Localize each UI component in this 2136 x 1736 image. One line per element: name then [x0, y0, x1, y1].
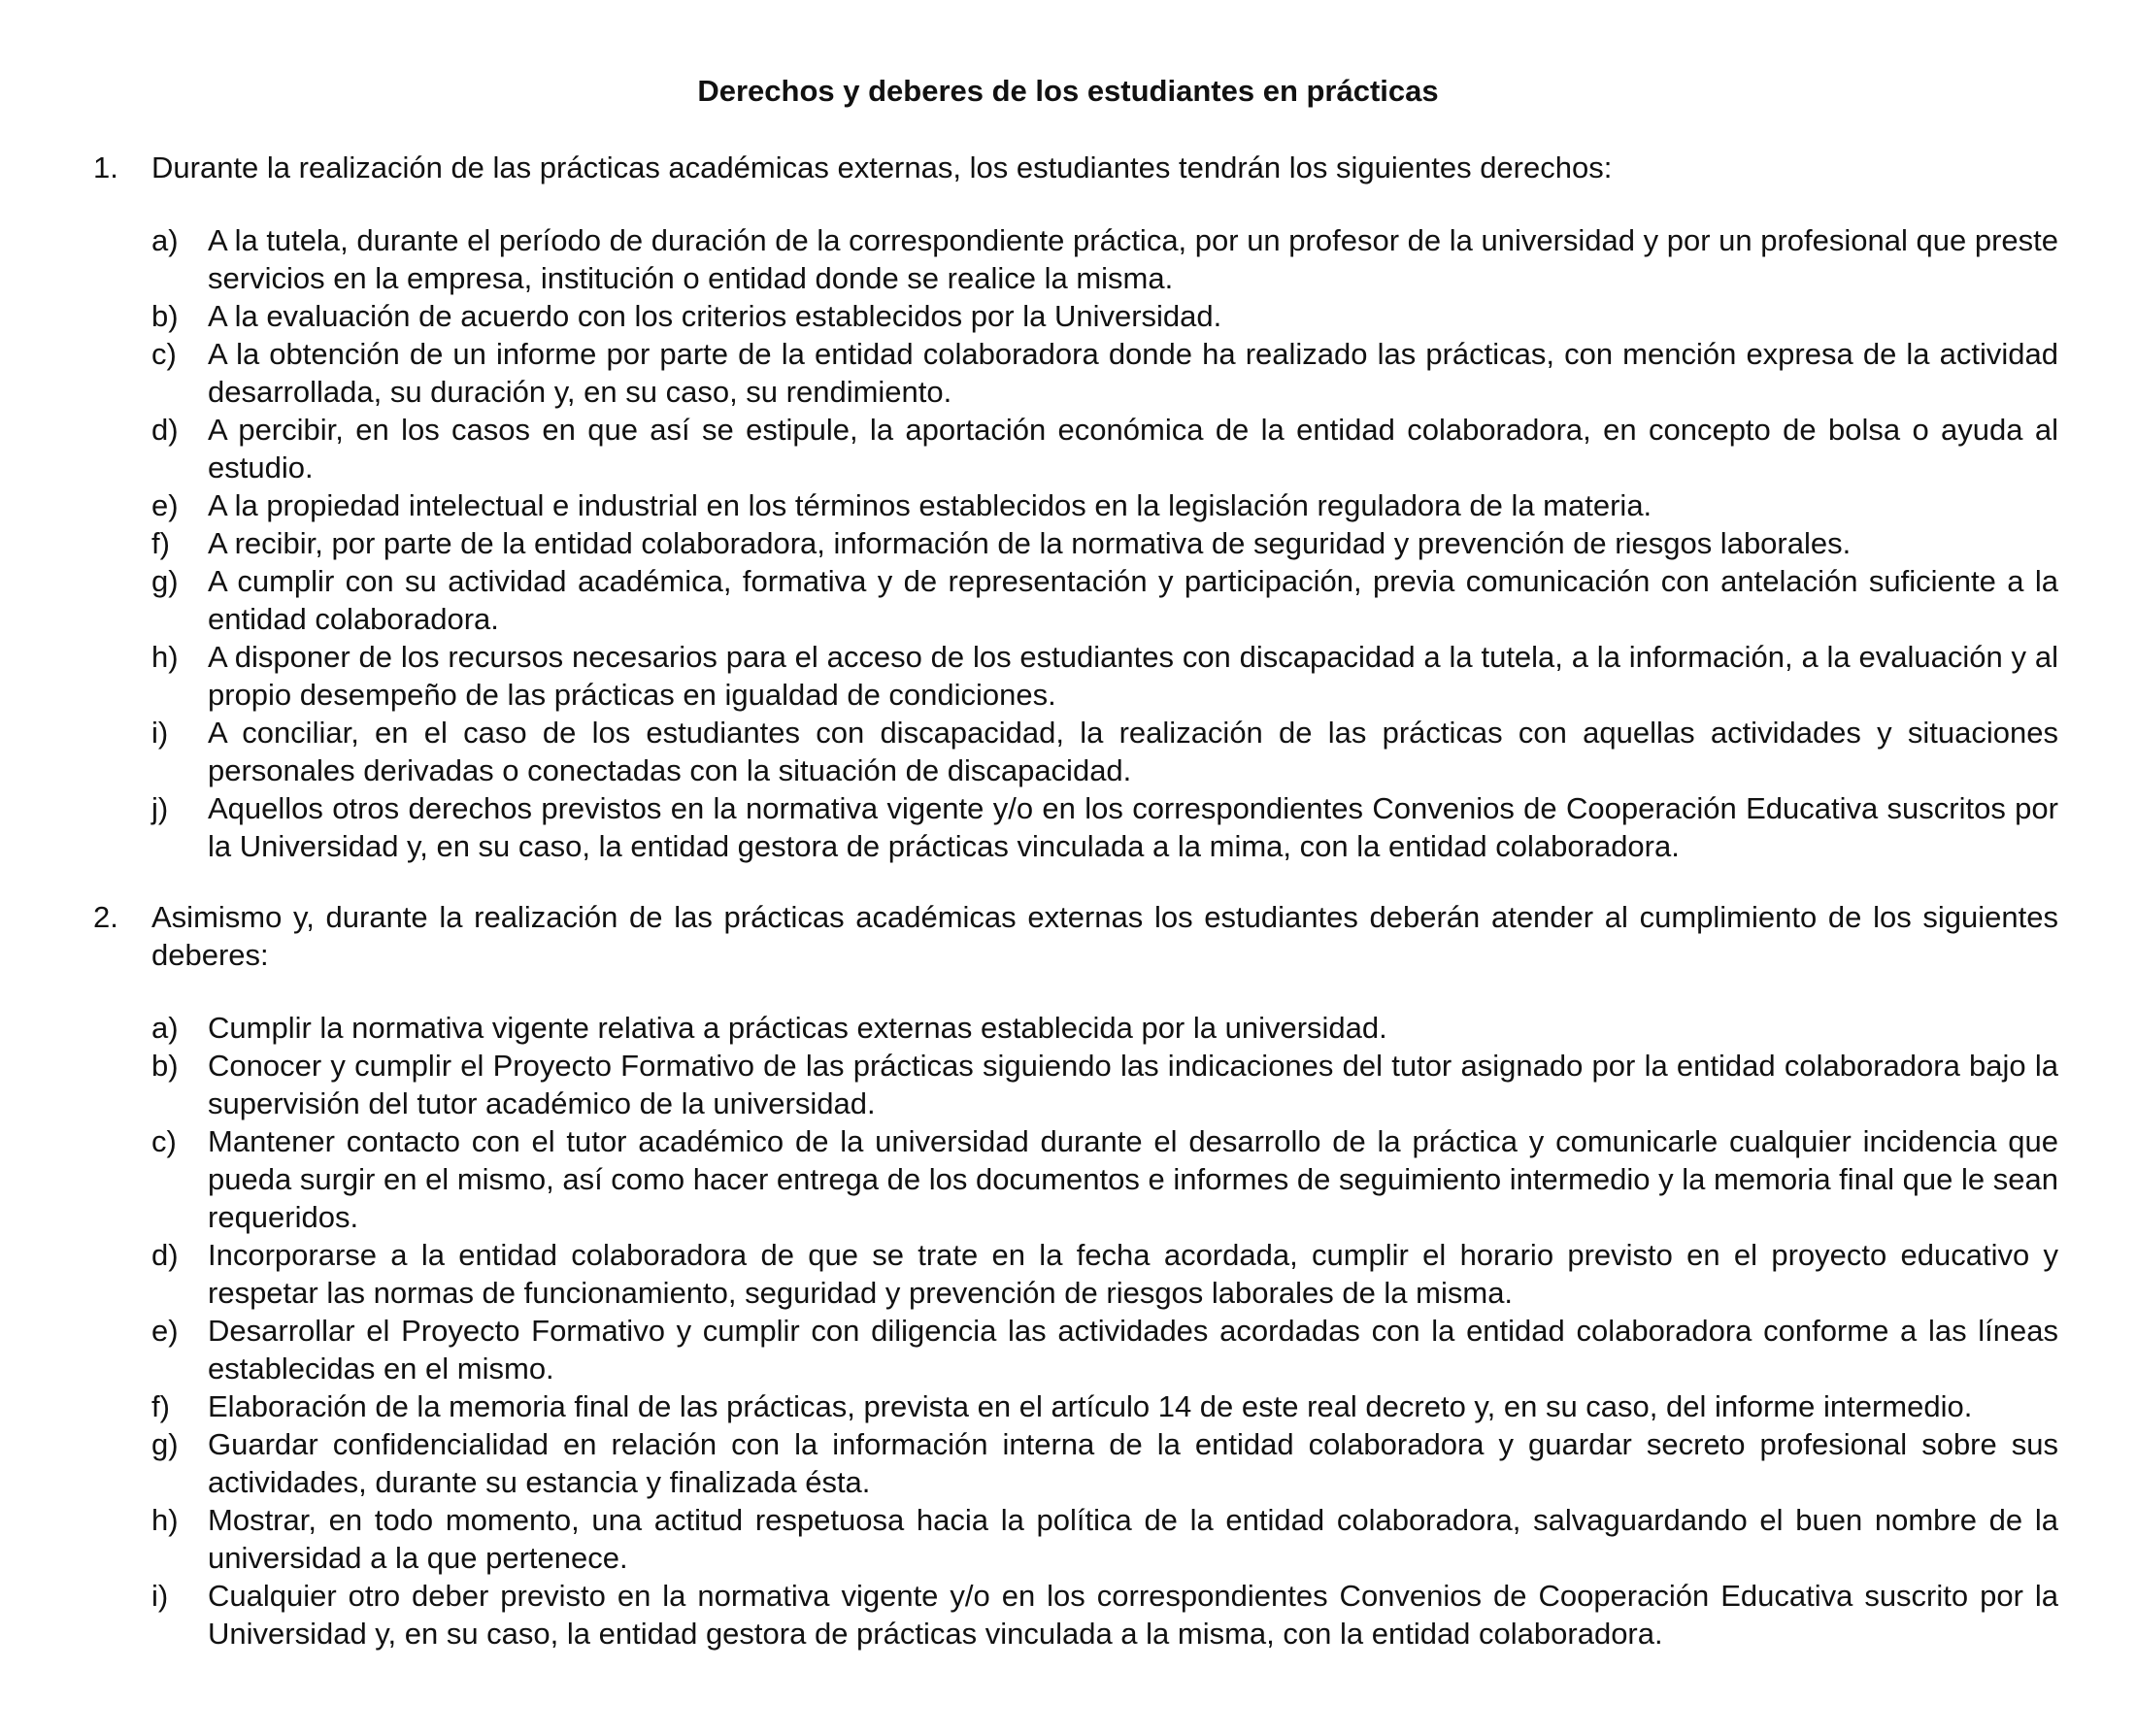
list-item: [93, 1387, 2058, 1425]
section-number: 1.: [93, 150, 118, 184]
list-item: [93, 1122, 2058, 1236]
list-item: [93, 1047, 2058, 1122]
item-letter: a): [151, 1011, 179, 1045]
item-letter: i): [151, 1579, 169, 1613]
item-letter: f): [151, 1389, 170, 1423]
list-item: [93, 486, 2058, 524]
item-text: A la propiedad intelectual e industrial en los términos establecidos en la legislación reguladora de la materia.: [208, 488, 1652, 522]
section-duties: [93, 898, 2058, 1653]
section-number: 2.: [93, 900, 118, 934]
item-letter: a): [151, 223, 179, 257]
list-item: [93, 297, 2058, 335]
item-text: Elaboración de la memoria final de las prácticas, prevista en el artículo 14 de este real decreto y, en su caso, del informe intermedio.: [208, 1389, 1973, 1423]
item-letter: d): [151, 1238, 179, 1272]
item-letter: f): [151, 526, 170, 560]
item-letter: h): [151, 1503, 179, 1537]
list-item: [93, 524, 2058, 562]
item-text: A percibir, en los casos en que así se estipule, la aportación económica de la entidad colaboradora, en concepto de bolsa o ayuda al estudio.: [208, 413, 2058, 484]
item-letter: h): [151, 640, 179, 674]
item-letter: i): [151, 716, 169, 750]
item-letter: b): [151, 299, 179, 333]
section-intro: Asimismo y, durante la realización de las prácticas académicas externas los estudiantes deberán atender al cumplimiento de los siguientes deberes:: [151, 900, 2058, 972]
section-intro: Durante la realización de las prácticas académicas externas, los estudiantes tendrán los siguientes derechos:: [151, 150, 1613, 184]
section-heading: [93, 149, 2058, 186]
rights-list: [93, 221, 2058, 865]
item-text: A la evaluación de acuerdo con los criterios establecidos por la Universidad.: [208, 299, 1222, 333]
item-letter: g): [151, 564, 179, 598]
item-letter: c): [151, 337, 177, 371]
item-text: A conciliar, en el caso de los estudiantes con discapacidad, la realización de las prácticas con aquellas actividades y situaciones personales derivadas o conectadas con la situación de discapacidad.: [208, 716, 2058, 787]
item-letter: b): [151, 1049, 179, 1083]
page-title: Derechos y deberes de los estudiantes en prácticas: [697, 74, 1439, 108]
list-item: [93, 1312, 2058, 1387]
item-text: Guardar confidencialidad en relación con la información interna de la entidad colaboradora y guardar secreto profesional sobre sus actividades, durante su estancia y finalizada ésta.: [208, 1427, 2058, 1499]
item-text: A cumplir con su actividad académica, formativa y de representación y participación, previa comunicación con antelación suficiente a la entidad colaboradora.: [208, 564, 2058, 636]
list-item: [93, 562, 2058, 638]
item-letter: e): [151, 488, 179, 522]
item-text: A recibir, por parte de la entidad colaboradora, información de la normativa de seguridad y prevención de riesgos laborales.: [208, 526, 1852, 560]
list-item: [93, 335, 2058, 411]
list-item: [93, 789, 2058, 865]
list-item: [93, 1009, 2058, 1047]
item-letter: e): [151, 1314, 179, 1348]
duties-list: [93, 1009, 2058, 1653]
list-item: [93, 714, 2058, 789]
item-text: Mostrar, en todo momento, una actitud respetuosa hacia la política de la entidad colaboradora, salvaguardando el buen nombre de la universidad a la que pertenece.: [208, 1503, 2058, 1575]
item-letter: d): [151, 413, 179, 447]
item-letter: j): [151, 791, 169, 825]
list-item: [93, 1236, 2058, 1312]
item-letter: g): [151, 1427, 179, 1461]
list-item: [93, 1425, 2058, 1501]
item-text: Cumplir la normativa vigente relativa a prácticas externas establecida por la universidad.: [208, 1011, 1387, 1045]
item-letter: c): [151, 1124, 177, 1158]
list-item: [93, 1577, 2058, 1653]
section-rights: [93, 149, 2058, 865]
item-text: Conocer y cumplir el Proyecto Formativo de las prácticas siguiendo las indicaciones del tutor asignado por la entidad colaboradora bajo la supervisión del tutor académico de la universidad.: [208, 1049, 2058, 1120]
item-text: Cualquier otro deber previsto en la normativa vigente y/o en los correspondientes Convenios de Cooperación Educativa suscrito por la Universidad y, en su caso, la entidad gestora de prácticas vinculada a la misma, con la entidad colaboradora.: [208, 1579, 2058, 1651]
list-item: [93, 221, 2058, 297]
section-heading: [93, 898, 2058, 974]
list-item: [93, 411, 2058, 486]
item-text: Desarrollar el Proyecto Formativo y cumplir con diligencia las actividades acordadas con la entidad colaboradora conforme a las líneas establecidas en el mismo.: [208, 1314, 2058, 1385]
item-text: Aquellos otros derechos previstos en la normativa vigente y/o en los correspondientes Convenios de Cooperación Educativa suscritos por la Universidad y, en su caso, la entidad gestora de prácticas vinculada a la mima, con la entidad colaboradora.: [208, 791, 2058, 863]
list-item: [93, 638, 2058, 714]
item-text: A disponer de los recursos necesarios para el acceso de los estudiantes con discapacidad a la tutela, a la información, a la evaluación y al propio desempeño de las prácticas en igualdad de condiciones.: [208, 640, 2058, 712]
item-text: Mantener contacto con el tutor académico de la universidad durante el desarrollo de la práctica y comunicarle cualquier incidencia que pueda surgir en el mismo, así como hacer entrega de los documentos e informes de seguimiento intermedio y la memoria final que le sean requeridos.: [208, 1124, 2058, 1234]
item-text: A la obtención de un informe por parte de la entidad colaboradora donde ha realizado las prácticas, con mención expresa de la actividad desarrollada, su duración y, en su caso, su rendimiento.: [208, 337, 2058, 409]
list-item: [93, 1501, 2058, 1577]
item-text: A la tutela, durante el período de duración de la correspondiente práctica, por un profesor de la universidad y por un profesional que preste servicios en la empresa, institución o entidad donde se realice la misma.: [208, 223, 2059, 295]
item-text: Incorporarse a la entidad colaboradora de que se trate en la fecha acordada, cumplir el horario previsto en el proyecto educativo y respetar las normas de funcionamiento, seguridad y prevención de riesgos laborales de la misma.: [208, 1238, 2058, 1310]
